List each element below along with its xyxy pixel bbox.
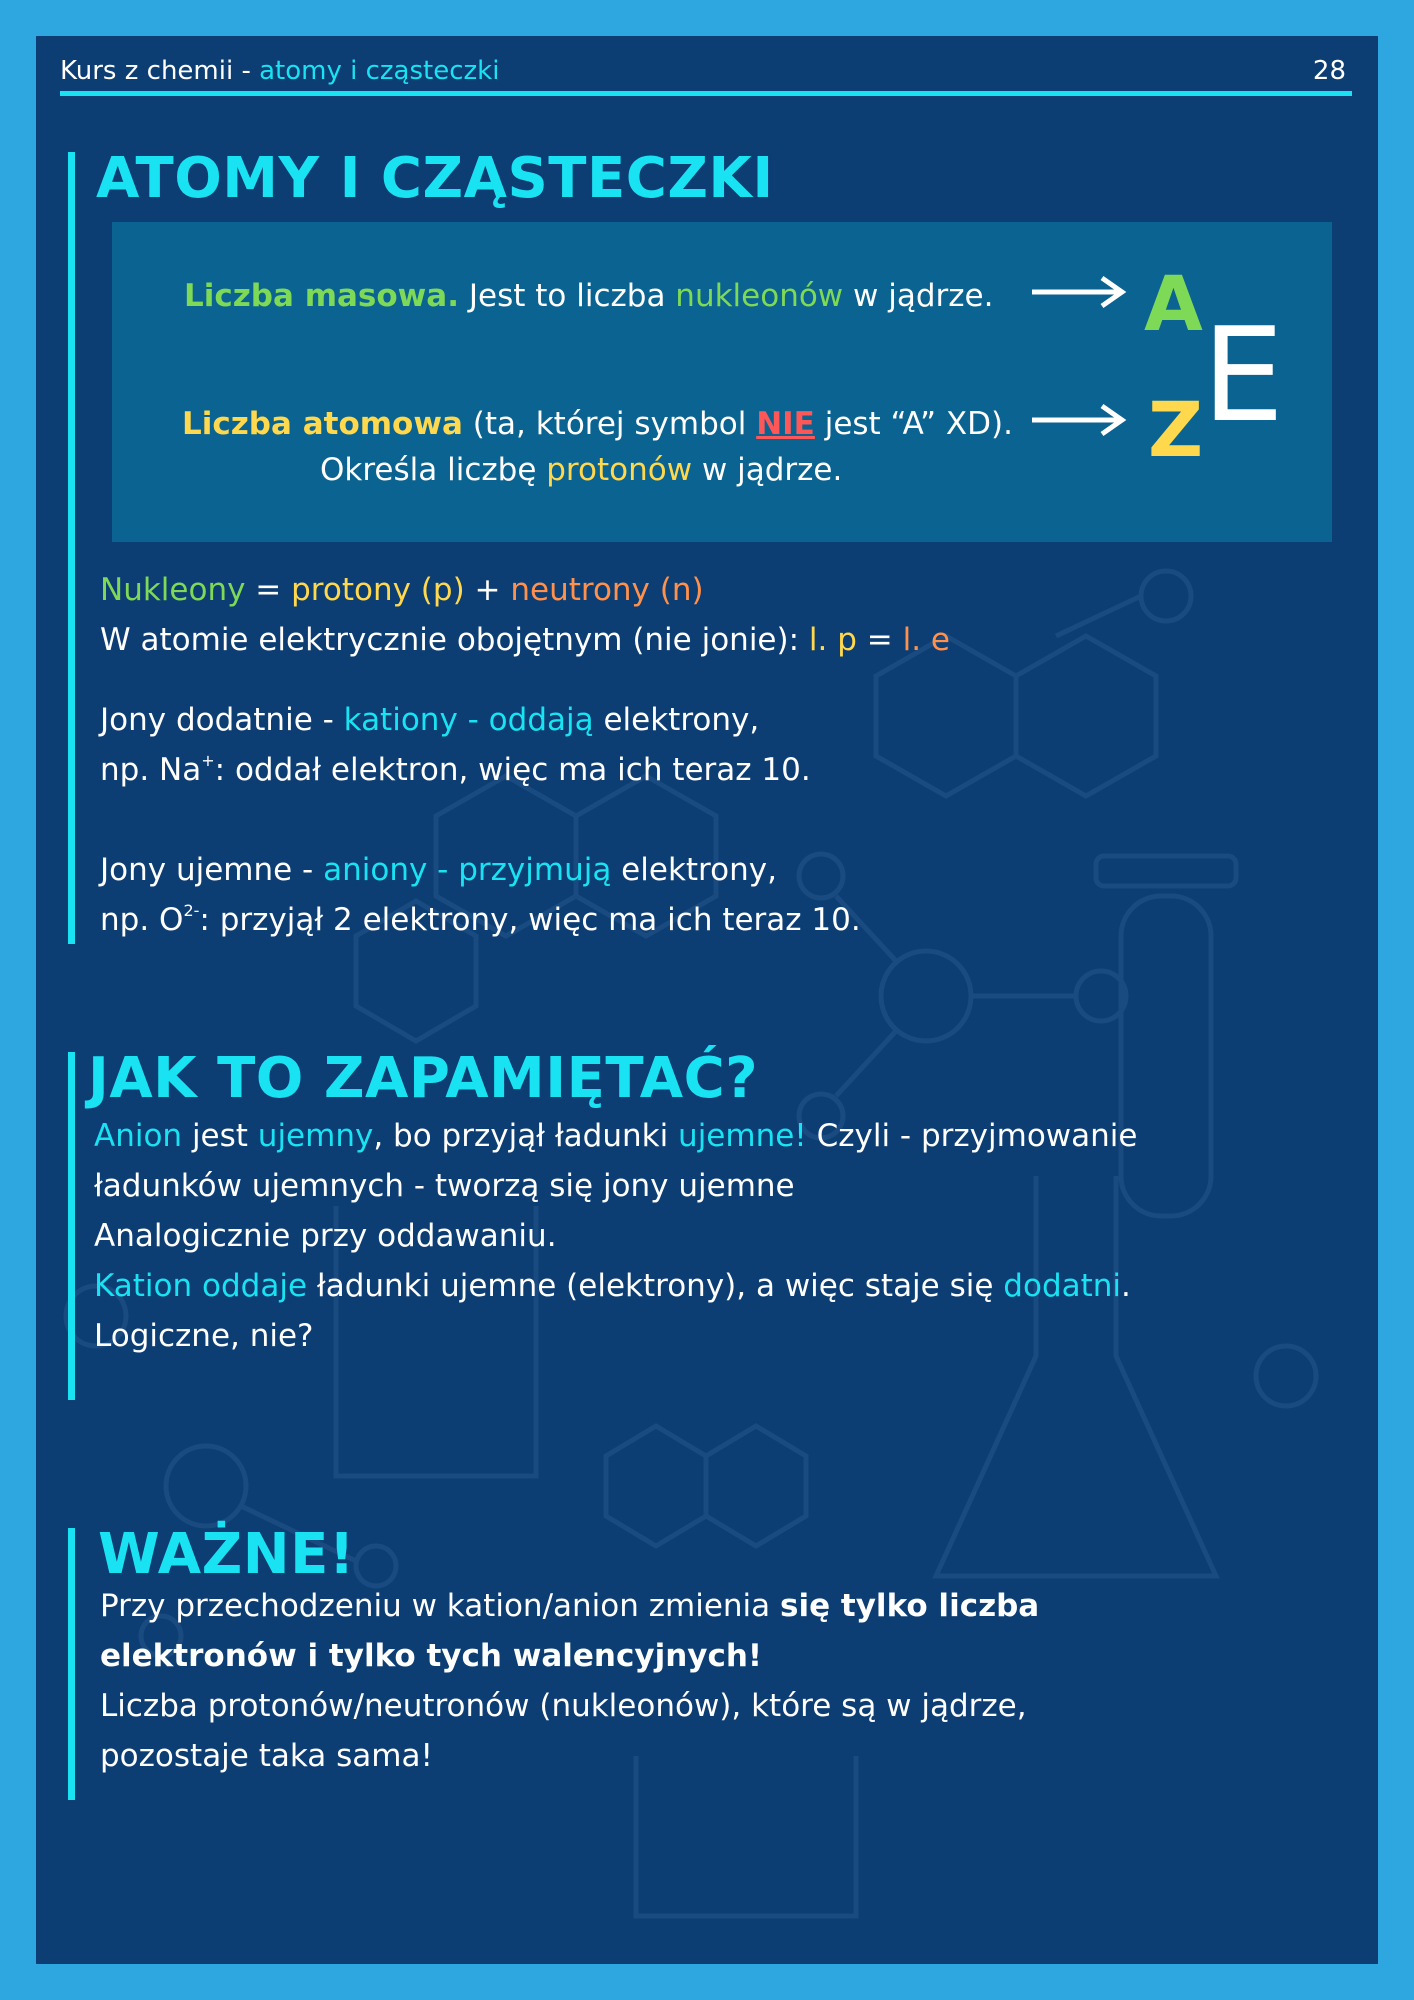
anion-charge: 2- — [183, 901, 200, 920]
section3-title: WAŻNE! — [98, 1522, 355, 1587]
nie-word: NIE — [756, 406, 815, 442]
cations-highlight: kationy - oddają — [343, 702, 594, 738]
anions-highlight: aniony - przyjmują — [323, 852, 612, 888]
section3-accent-bar — [68, 1528, 75, 1800]
mass-number-label: Liczba masowa. — [184, 278, 460, 314]
page-number: 28 — [1312, 56, 1346, 86]
protons-term: protony (p) — [291, 572, 465, 608]
mass-number-line — [184, 278, 993, 314]
remember-line3: Analogicznie przy oddawaniu. — [94, 1218, 557, 1254]
cations-end: elektrony, — [593, 702, 760, 738]
important-line3: Liczba protonów/neutronów (nukleonów), które są w jądrze, — [100, 1688, 1027, 1724]
equals-sign: = — [856, 622, 903, 658]
text-fragment: Czyli - przyjmowanie — [806, 1118, 1138, 1154]
remember-line2: ładunków ujemnych - tworzą się jony ujemne — [94, 1168, 795, 1204]
anions-line1 — [100, 852, 777, 888]
negative-word: ujemny — [257, 1118, 374, 1154]
atomic-number-line — [182, 406, 1013, 442]
atomic-line2-text: Określa liczbę — [320, 452, 547, 488]
cation-example: np. Na — [100, 752, 202, 788]
text-fragment: jest — [182, 1118, 258, 1154]
neutral-atom-line — [100, 622, 950, 658]
course-topic: atomy i cząsteczki — [259, 56, 500, 86]
anion-example: np. O — [100, 902, 184, 938]
important-bold: się tylko liczba — [780, 1588, 1040, 1624]
cation-charge: + — [201, 751, 215, 770]
text-fragment: , bo przyjął ładunki — [373, 1118, 679, 1154]
atomic-number-line2 — [320, 452, 842, 488]
nucleons-formula — [100, 572, 704, 608]
negative-exclaim: ujemne! — [678, 1118, 807, 1154]
mass-number-symbol: A — [1144, 259, 1203, 348]
remember-line5: Logiczne, nie? — [94, 1318, 314, 1354]
cation-gives-phrase: Kation oddaje — [94, 1268, 308, 1304]
anion-word: Anion — [94, 1118, 183, 1154]
nucleons-term: Nukleony — [100, 572, 246, 608]
remember-line1 — [94, 1118, 1137, 1154]
mass-number-end: w jądrze. — [843, 278, 994, 314]
atomic-number-label: Liczba atomowa — [182, 406, 463, 442]
course-name: Kurs z chemii - — [60, 56, 260, 86]
atomic-line2-end: w jądrze. — [692, 452, 843, 488]
section1-accent-bar — [68, 152, 75, 944]
nucleons-word: nukleonów — [675, 278, 844, 314]
positive-word: dodatni — [1003, 1268, 1122, 1304]
section1-title: ATOMY I CZĄSTECZKI — [96, 146, 774, 211]
page — [36, 36, 1378, 1964]
remember-line4 — [94, 1268, 1131, 1304]
electron-count: l. e — [902, 622, 950, 658]
mass-number-text: Jest to liczba — [459, 278, 676, 314]
text-fragment: ładunki ujemne (elektrony), a więc staje się — [307, 1268, 1004, 1304]
anions-text: Jony ujemne - — [100, 852, 324, 888]
neutrons-term: neutrony (n) — [510, 572, 704, 608]
arrow-right-icon — [1030, 400, 1130, 440]
important-line2: elektronów i tylko tych walencyjnych! — [100, 1638, 763, 1674]
cation-explanation: : oddał elektron, więc ma ich teraz 10. — [214, 752, 811, 788]
text-fragment: Przy przechodzeniu w kation/anion zmienia — [100, 1588, 781, 1624]
anions-end: elektrony, — [611, 852, 777, 888]
arrow-right-icon — [1030, 272, 1130, 312]
cations-text: Jony dodatnie - — [100, 702, 344, 738]
cations-line2 — [100, 752, 811, 788]
section2-title: JAK TO ZAPAMIĘTAĆ? — [88, 1046, 759, 1111]
atomic-number-symbol: Z — [1148, 385, 1204, 474]
protons-word: protonów — [546, 452, 693, 488]
plus-sign: + — [464, 572, 511, 608]
element-symbol: E — [1202, 299, 1285, 451]
text-fragment: . — [1121, 1268, 1131, 1304]
header-divider — [60, 91, 1352, 96]
section2-accent-bar — [68, 1052, 75, 1400]
atomic-number-end: jest “A” XD). — [814, 406, 1013, 442]
atom-notation-box — [112, 222, 1332, 542]
anions-line2 — [100, 902, 861, 938]
important-line1 — [100, 1588, 1039, 1624]
proton-count: l. p — [808, 622, 857, 658]
equals-sign: = — [245, 572, 292, 608]
page-header — [60, 46, 1350, 96]
cations-line1 — [100, 702, 759, 738]
neutral-atom-text: W atomie elektrycznie obojętnym (nie jonie): — [100, 622, 809, 658]
anion-explanation: : przyjął 2 elektrony, więc ma ich teraz 10. — [199, 902, 861, 938]
important-line4: pozostaje taka sama! — [100, 1738, 433, 1774]
atomic-number-text: (ta, której symbol — [462, 406, 757, 442]
